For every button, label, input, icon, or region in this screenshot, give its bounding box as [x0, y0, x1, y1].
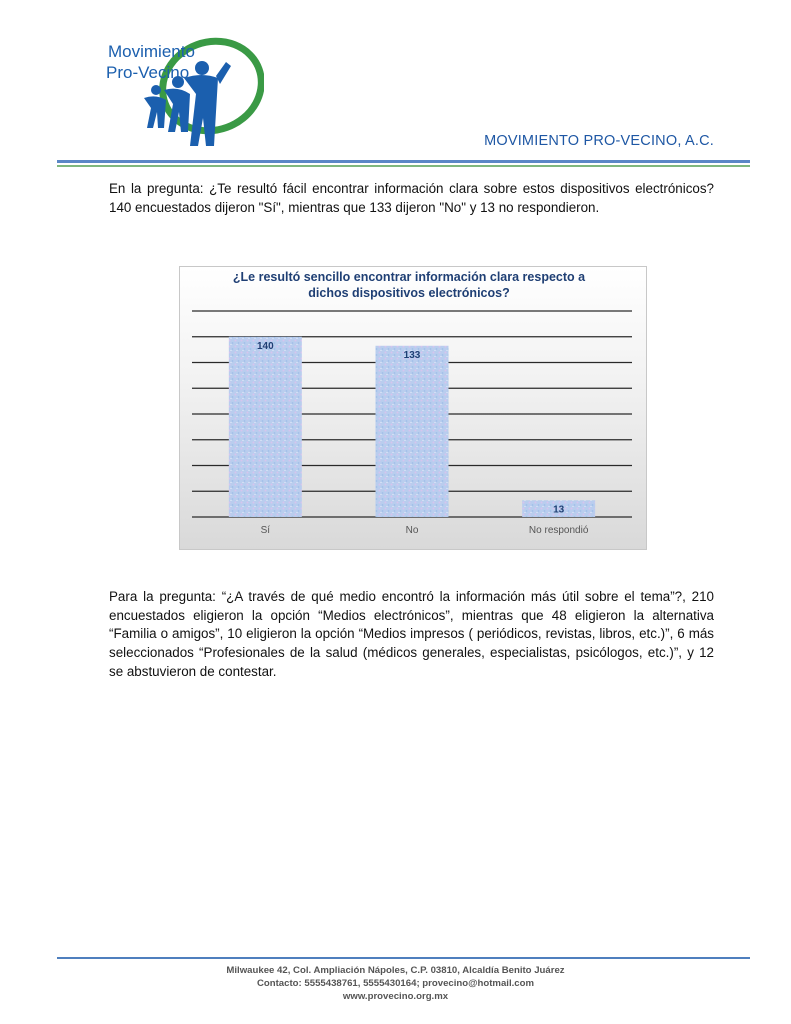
category-label-1: Sí — [260, 525, 271, 536]
bar-chart — [179, 266, 647, 550]
footer-contact: Contacto: 5555438761, 5555430164; provecino@hotmail.com — [256, 978, 535, 989]
logo-text-line1: Movimiento — [108, 42, 195, 61]
paragraph-second-question: Para la pregunta: “¿A través de qué medio encontró la información más útil sobre el tema”?, 210 encuestados eligieron la opción “Medios electrónicos”, mientras que 48 eligieron la alternativa “Familia o amigos”, 10 eligieron la opción “Medios impresos ( periódicos, revistas, libros, etc.)”, 6 más seleccionados “Profesionales de la salud (médicos generales, especialistas, psicólogos, etc.)”, y 12 se abstuvieron de contestar. — [109, 589, 714, 679]
chart-title-line2: dichos dispositivos electrónicos? — [308, 286, 510, 300]
category-label-3: No respondió — [528, 525, 589, 536]
header-rule-blue — [57, 160, 750, 163]
chart-canvas — [180, 267, 646, 549]
chart-title-line1: ¿Le resultó sencillo encontrar información clara respecto a — [232, 270, 586, 284]
category-label-2: No — [405, 525, 419, 536]
paragraph-intro: En la pregunta: ¿Te resultó fácil encontrar información clara sobre estos dispositivos electrónicos? 140 encuestados dijeron "Sí", mientras que 133 dijeron "No" y 13 no respondieron. — [109, 181, 714, 215]
data-label-2: 133 — [403, 349, 421, 361]
logo-text-line2: Pro-Vecino — [106, 63, 190, 82]
footer-website: www.provecino.org.mx — [342, 991, 449, 1002]
data-label-3: 13 — [553, 504, 565, 516]
org-title: MOVIMIENTO PRO-VECINO, A.C. — [484, 133, 714, 149]
logo — [104, 28, 264, 160]
header-rule-green — [57, 165, 750, 167]
footer-rule — [57, 957, 750, 959]
bar-1 — [229, 337, 302, 517]
bar-2 — [376, 346, 449, 517]
data-label-1: 140 — [256, 340, 274, 352]
footer-address: Milwaukee 42, Col. Ampliación Nápoles, C.P. 03810, Alcaldía Benito Juárez — [226, 965, 565, 976]
